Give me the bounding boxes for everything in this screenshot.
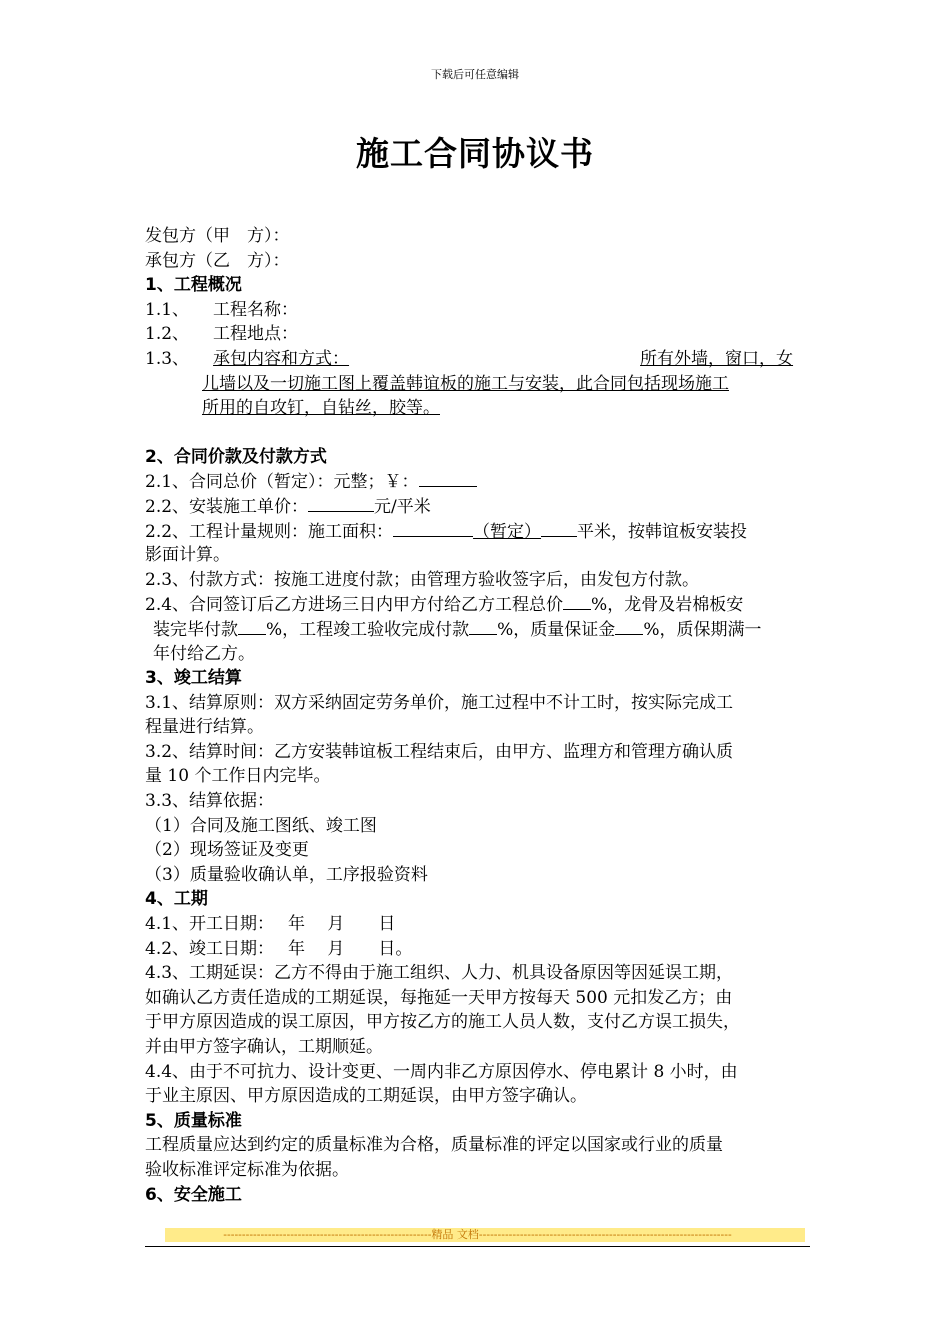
list-item: （1）合同及施工图纸、竣工图 bbox=[145, 815, 377, 836]
header-note: 下载后可任意编辑 bbox=[431, 68, 519, 81]
clause-5-text-cont: 验收标准评定标准为依据。 bbox=[145, 1159, 349, 1180]
clause-4-3-cont: 如确认乙方责任造成的工期延误，每拖延一天甲方按每天 500 元扣发乙方；由 bbox=[145, 987, 733, 1008]
clause-text: 2.2、安装施工单价： bbox=[145, 496, 309, 517]
clause-2-2-measure bbox=[145, 519, 810, 544]
party-a-line: 发包方（甲 方）： bbox=[145, 226, 290, 246]
clause-3-1-cont: 程量进行结算。 bbox=[145, 717, 264, 738]
blank-field bbox=[393, 519, 473, 537]
clause-1-3-cont bbox=[145, 372, 810, 397]
document-title: 施工合同协议书 bbox=[356, 134, 594, 173]
section-6-heading: 6、安全施工 bbox=[145, 1184, 242, 1205]
clause-text: %，龙骨及岩棉板安 bbox=[591, 595, 744, 616]
clause-2-4-cont: 年付给乙方。 bbox=[153, 643, 255, 664]
list-item: （3）质量验收确认单，工序报验资料 bbox=[145, 864, 428, 885]
clause-text: 2.4、合同签订后乙方进场三日内甲方付给乙方工程总价 bbox=[145, 595, 564, 616]
party-b-line: 承包方（乙 方）： bbox=[145, 250, 290, 271]
clause-text: %，质保期满一 bbox=[643, 619, 762, 640]
blank-field bbox=[238, 617, 266, 635]
clause-5-text: 工程质量应达到约定的质量标准为合格，质量标准的评定以国家或行业的质量 bbox=[145, 1135, 723, 1156]
clause-number: 1.1、 bbox=[145, 299, 190, 320]
clause-4-2: 4.2、竣工日期： 年 月 日。 bbox=[145, 938, 413, 959]
blank-field bbox=[563, 592, 591, 610]
clause-text: 儿墙以及一切施工图上覆盖韩谊板的施工与安装，此合同包括现场施工 bbox=[202, 373, 729, 394]
blank-field bbox=[469, 617, 497, 635]
clause-2-4-cont bbox=[145, 617, 810, 642]
clause-3-3: 3.3、结算依据： bbox=[145, 791, 275, 812]
clause-1-3-cont bbox=[145, 396, 810, 421]
clause-text: 工程地点： bbox=[213, 324, 299, 345]
clause-3-2-cont: 量 10 个工作日内完毕。 bbox=[145, 766, 331, 787]
clause-3-1: 3.1、结算原则：双方采纳固定劳务单价，施工过程中不计工时，按实际完成工 bbox=[145, 692, 734, 713]
blank-field bbox=[419, 469, 477, 487]
section-5-heading: 5、质量标准 bbox=[145, 1110, 242, 1131]
clause-4-4-cont: 于业主原因、甲方原因造成的工期延误，由甲方签字确认。 bbox=[145, 1086, 587, 1107]
clause-text: %，工程竣工验收完成付款 bbox=[266, 619, 470, 640]
clause-text: 装完毕付款 bbox=[153, 619, 238, 640]
clause-2-2-cont: 影面计算。 bbox=[145, 545, 230, 566]
clause-4-3-cont: 于甲方原因造成的误工原因，甲方按乙方的施工人员人数，支付乙方误工损失， bbox=[145, 1012, 740, 1033]
clause-4-4: 4.4、由于不可抗力、设计变更、一周内非乙方原因停水、停电累计 8 小时，由 bbox=[145, 1061, 738, 1082]
section-2-heading: 2、合同价款及付款方式 bbox=[145, 446, 327, 467]
document-body bbox=[145, 224, 810, 1207]
clause-text: （暂定） bbox=[473, 521, 542, 542]
clause-2-4 bbox=[145, 592, 810, 617]
clause-label: 承包内容和方式： bbox=[213, 348, 350, 369]
clause-text: 元/平米 bbox=[374, 496, 431, 517]
clause-text: %，质量保证金 bbox=[497, 619, 616, 640]
clause-2-2-unit-price bbox=[145, 494, 810, 519]
clause-3-2: 3.2、结算时间：乙方安装韩谊板工程结束后，由甲方、监理方和管理方确认质 bbox=[145, 741, 734, 762]
clause-1-2 bbox=[145, 322, 810, 347]
clause-text: 所用的自攻钉，自钻丝，胶等。 bbox=[202, 398, 440, 419]
clause-4-1: 4.1、开工日期： 年 月 日 bbox=[145, 914, 396, 935]
clause-text: 平米，按韩谊板安装投 bbox=[577, 521, 748, 542]
clause-1-1 bbox=[145, 298, 810, 323]
clause-1-3 bbox=[145, 347, 810, 372]
blank-field bbox=[615, 617, 643, 635]
clause-2-3: 2.3、付款方式：按施工进度付款；由管理方验收签字后，由发包方付款。 bbox=[145, 569, 700, 590]
footer-rule bbox=[145, 1246, 810, 1247]
clause-text: 所有外墙，窗口，女 bbox=[640, 348, 794, 369]
section-4-heading: 4、工期 bbox=[145, 889, 208, 910]
blank-field bbox=[541, 519, 577, 537]
footer-text: --------------------------------------------------------精品 文档-------------------------------------------------------------------- bbox=[223, 1228, 732, 1241]
clause-4-3-cont: 并由甲方签字确认，工期顺延。 bbox=[145, 1037, 383, 1057]
clause-text: 2.2、工程计量规则：施工面积： bbox=[145, 521, 394, 542]
section-1-heading: 1、工程概况 bbox=[145, 275, 242, 296]
clause-2-1 bbox=[145, 469, 810, 494]
clause-4-3: 4.3、工期延误：乙方不得由于施工组织、人力、机具设备原因等因延误工期， bbox=[145, 963, 734, 984]
list-item: （2）现场签证及变更 bbox=[145, 840, 309, 861]
blank-field bbox=[308, 494, 374, 512]
clause-text: 2.1、合同总价（暂定）：元整；￥： bbox=[145, 472, 419, 493]
section-3-heading: 3、竣工结算 bbox=[145, 668, 242, 689]
clause-text: 工程名称： bbox=[213, 299, 299, 320]
clause-number: 1.2、 bbox=[145, 324, 190, 345]
clause-number: 1.3、 bbox=[145, 348, 190, 369]
